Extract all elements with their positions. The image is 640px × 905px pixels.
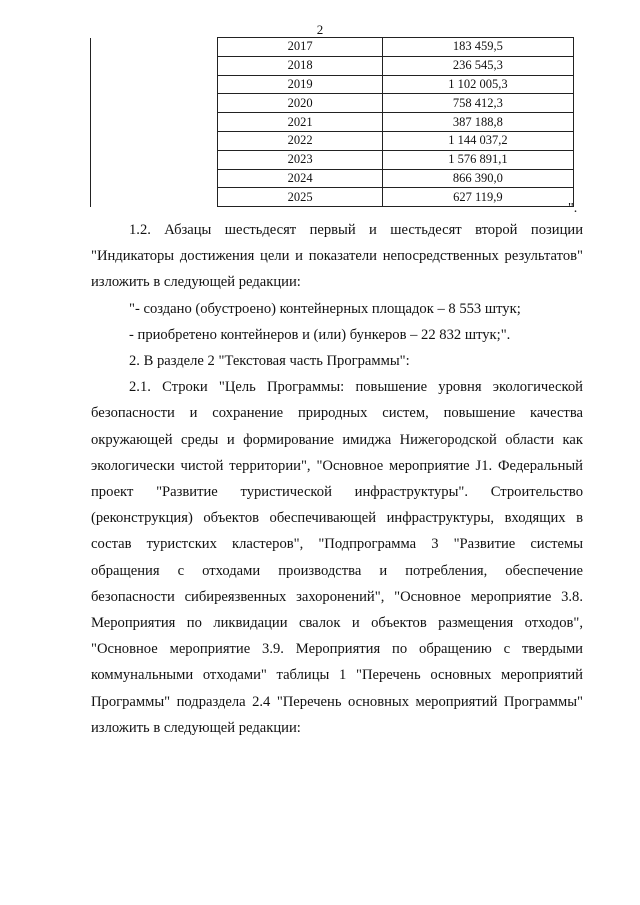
document-body: [91, 217, 583, 741]
paragraph-2-1: 2.1. Строки "Цель Программы: повышение уровня экологической безопасности и сохранение природных систем, повышение качества окружающей среды и формирование имиджа Нижегородской области как экологически чистой территории", "Основное мероприятие J1. Федеральный проект "Развитие туристической инфраструктуры". Строительство (реконструкция) объектов обеспечивающей инфраструктуры, входящих в состав туристских кластеров", "Подпрограмма 3 "Развитие системы обращения с отходами производства и потребления, обеспечение безопасности сибиреязвенных захоронений", "Основное мероприятие 3.8. Мероприятия по ликвидации свалок и объектов размещения отходов", "Основное мероприятие 3.9. Мероприятия по обращению с твердыми коммунальными отходами" таблицы 1 "Перечень основных мероприятий Программы" подраздела 2.4 "Перечень основных мероприятий Программы" изложить в следующей редакции:: [91, 379, 583, 736]
table-row: [91, 38, 574, 57]
table-cell-year: 2019: [218, 75, 382, 94]
table-cell-year: 2022: [218, 131, 382, 150]
paragraph-section-2: 2. В разделе 2 "Текстовая часть Программы":: [129, 353, 410, 370]
table-cell-year: 2025: [218, 188, 382, 207]
table-cell-value: 236 545,3: [382, 56, 573, 75]
table-cell-year: 2018: [218, 56, 382, 75]
table-cell-year: 2021: [218, 113, 382, 132]
table-empty-column: [91, 38, 218, 207]
table-cell-value: 758 412,3: [382, 94, 573, 113]
paragraph-containers-sites: "- создано (обустроено) контейнерных площадок – 8 553 штук;: [129, 300, 521, 317]
page-number: 2: [316, 22, 324, 37]
table-cell-year: 2024: [218, 169, 382, 188]
table-cell-value: 866 390,0: [382, 169, 573, 188]
table-cell-value: 183 459,5: [382, 38, 573, 57]
table-cell-value: 1 576 891,1: [382, 150, 573, 169]
table-cell-value: 1 144 037,2: [382, 131, 573, 150]
paragraph-containers-bunkers: - приобретено контейнеров и (или) бункеров – 22 832 штук;".: [129, 326, 511, 343]
table-cell-year: 2020: [218, 94, 382, 113]
table-cell-year: 2017: [218, 38, 382, 57]
closing-quote: ".: [568, 201, 578, 216]
table-cell-value: 387 188,8: [382, 113, 573, 132]
year-value-table: [90, 37, 574, 207]
table-cell-value: 627 119,9: [382, 188, 573, 207]
table-cell-value: 1 102 005,3: [382, 75, 573, 94]
paragraph-1-2: 1.2. Абзацы шестьдесят первый и шестьдесят второй позиции "Индикаторы достижения цели и показатели непосредственных результатов" изложить в следующей редакции:: [91, 222, 583, 291]
table-cell-year: 2023: [218, 150, 382, 169]
